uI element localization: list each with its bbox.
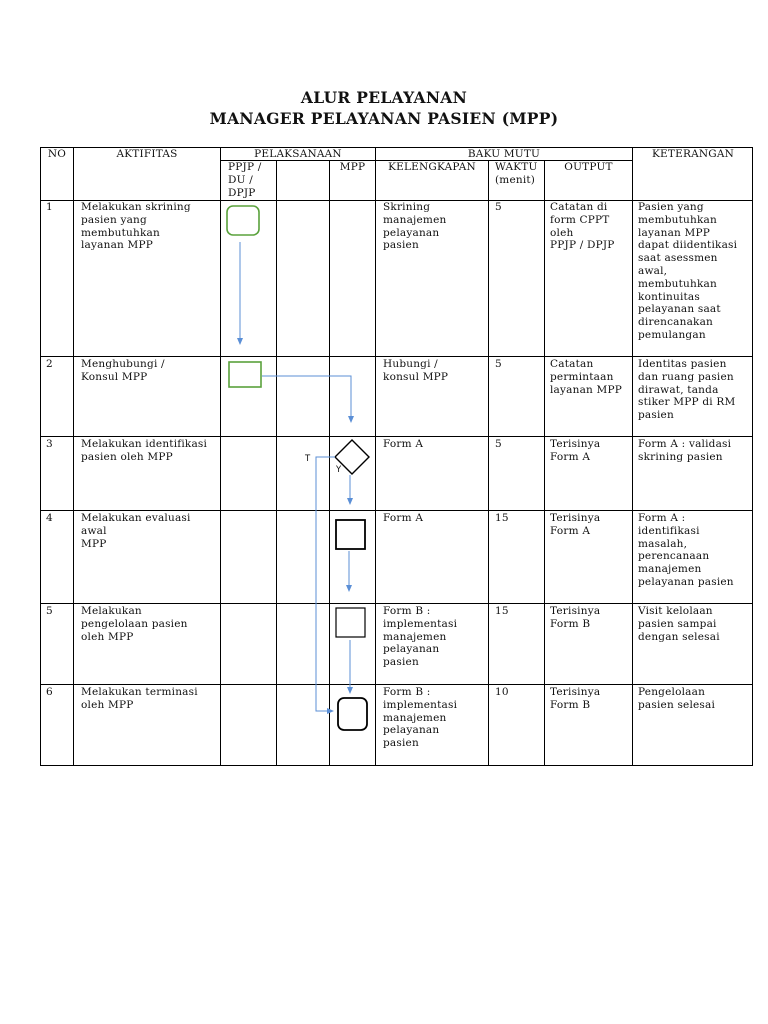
- row-4-kelengkapan: Form A: [383, 512, 424, 524]
- header-ppjp: PPJP / DU / DPJP: [228, 161, 262, 199]
- row-1-no: 1: [46, 201, 53, 213]
- header-keterangan: KETERANGAN: [651, 148, 734, 160]
- row-2-no: 2: [46, 358, 53, 370]
- header-waktu: WAKTU (menit): [495, 161, 538, 186]
- row-3-waktu: 5: [495, 438, 502, 450]
- row-3-output: Terisinya Form A: [550, 438, 601, 463]
- row-6-no: 6: [46, 686, 53, 698]
- header-mpp: MPP: [339, 161, 366, 173]
- row-4-keterangan: Form A : identifikasi masalah, perencanaan manajemen pelayanan pasien: [638, 512, 734, 588]
- decision-label-yes: Y: [336, 465, 342, 475]
- row-1-waktu: 5: [495, 201, 502, 213]
- header-aktifitas: AKTIFITAS: [116, 148, 178, 160]
- row-6-output: Terisinya Form B: [550, 686, 601, 711]
- row-1-output: Catatan di form CPPT oleh PPJP / DPJP: [550, 201, 615, 252]
- decision-label-no: T: [305, 454, 311, 464]
- row-5-kelengkapan: Form B : implementasi manajemen pelayanan pasien: [383, 605, 458, 669]
- row-6-kelengkapan: Form B : implementasi manajemen pelayanan pasien: [383, 686, 458, 750]
- row-4-waktu: 15: [495, 512, 509, 524]
- row-2-aktifitas: Menghubungi / Konsul MPP: [81, 358, 165, 383]
- row-4-aktifitas: Melakukan evaluasi awal MPP: [81, 512, 191, 550]
- header-output: OUTPUT: [564, 161, 613, 173]
- end-rounded-box: [338, 698, 367, 730]
- row-6-keterangan: Pengelolaan pasien selesai: [638, 686, 716, 711]
- row-6-aktifitas: Melakukan terminasi oleh MPP: [81, 686, 198, 711]
- document-subtitle: MANAGER PELAYANAN PASIEN (MPP): [209, 109, 559, 128]
- row-2-kelengkapan: Hubungi / konsul MPP: [383, 358, 449, 383]
- row-4-no: 4: [46, 512, 53, 524]
- row-3-no: 3: [46, 438, 53, 450]
- process-box-management: [336, 608, 365, 637]
- header-kelengkapan: KELENGKAPAN: [388, 161, 476, 173]
- header-no: NO: [47, 148, 67, 160]
- flow-arrows: [240, 242, 351, 711]
- document-title: ALUR PELAYANAN: [300, 88, 468, 107]
- row-5-output: Terisinya Form B: [550, 605, 601, 630]
- row-5-no: 5: [46, 605, 53, 617]
- row-3-aktifitas: Melakukan identifikasi pasien oleh MPP: [81, 438, 208, 463]
- row-2-output: Catatan permintaan layanan MPP: [550, 358, 623, 396]
- header-baku-mutu: BAKU MUTU: [467, 148, 541, 160]
- process-box-evaluation: [336, 520, 365, 549]
- arrow-no-to-terminasi: [316, 457, 335, 711]
- row-1-kelengkapan: Skrining manajemen pelayanan pasien: [383, 201, 447, 252]
- row-5-keterangan: Visit kelolaan pasien sampai dengan selesai: [638, 605, 720, 643]
- arrow-konsul-to-identifikasi: [262, 376, 351, 422]
- row-3-kelengkapan: Form A: [383, 438, 424, 450]
- row-5-waktu: 15: [495, 605, 509, 617]
- row-1-aktifitas: Melakukan skrining pasien yang membutuhkan layanan MPP: [81, 201, 191, 252]
- row-2-keterangan: Identitas pasien dan ruang pasien dirawat, tanda stiker MPP di RM pasien: [638, 358, 736, 422]
- row-6-waktu: 10: [495, 686, 509, 698]
- row-5-aktifitas: Melakukan pengelolaan pasien oleh MPP: [81, 605, 188, 643]
- row-1-keterangan: Pasien yang membutuhkan layanan MPP dapat diidentikasi saat asessmen awal, membutuhkan kontinuitas pelayanan saat direncanakan pemulangan: [638, 201, 738, 341]
- process-box-consult: [229, 362, 261, 387]
- row-4-output: Terisinya Form A: [550, 512, 601, 537]
- row-3-keterangan: Form A : validasi skrining pasien: [638, 438, 732, 463]
- header-pelaksanaan: PELAKSANAAN: [254, 148, 342, 160]
- row-2-waktu: 5: [495, 358, 502, 370]
- start-rounded-box: [227, 206, 259, 235]
